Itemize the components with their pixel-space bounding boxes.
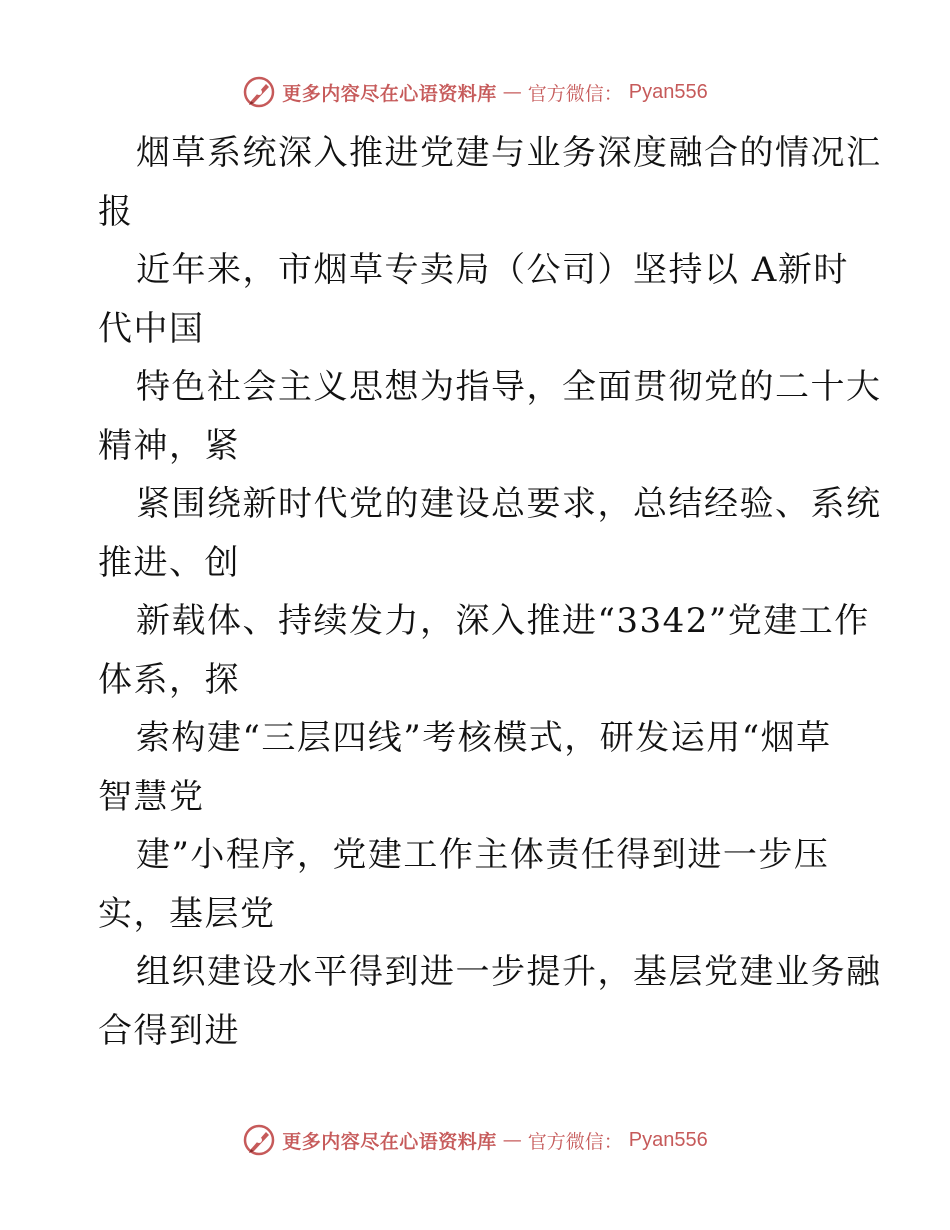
text-line: 合得到进 xyxy=(98,1010,240,1051)
pen-logo-icon xyxy=(242,75,276,109)
footer-watermark-banner xyxy=(0,1120,950,1160)
banner-wechat-id: Pyan556 xyxy=(628,80,708,103)
text-line: 报 xyxy=(98,191,134,232)
text-line: 推进、创 xyxy=(98,542,240,583)
text-line: 代中国 xyxy=(98,308,205,349)
text-line: 智慧党 xyxy=(98,776,205,817)
text-line: 实，基层党 xyxy=(98,893,276,934)
pen-logo-icon xyxy=(242,1123,276,1157)
text-line: 体系，探 xyxy=(98,659,240,700)
text-line: 新载体、持续发力，深入推进“3342”党建工作 xyxy=(136,601,870,641)
text-line: 特色社会主义思想为指导，全面贯彻党的二十大 xyxy=(136,367,882,407)
text-line: 近年来，市烟草专卖局（公司）坚持以 A新时 xyxy=(136,250,849,290)
banner-wechat-id: Pyan556 xyxy=(628,1128,708,1151)
banner-dash: — xyxy=(502,81,522,103)
banner-wechat-label: 官方微信： xyxy=(527,1130,623,1153)
header-watermark-banner xyxy=(0,72,950,112)
document-body xyxy=(98,124,882,1060)
banner-title: 更多内容尽在心语资料库 xyxy=(282,82,497,105)
text-line: 紧围绕新时代党的建设总要求，总结经验、系统 xyxy=(136,484,882,524)
banner-dash: — xyxy=(502,1129,522,1151)
text-line: 烟草系统深入推进党建与业务深度融合的情况汇 xyxy=(136,133,882,173)
text-line: 建”小程序，党建工作主体责任得到进一步压 xyxy=(136,835,830,875)
text-line: 精神，紧 xyxy=(98,425,240,466)
text-line: 索构建“三层四线”考核模式，研发运用“烟草 xyxy=(136,718,832,758)
text-line: 组织建设水平得到进一步提升，基层党建业务融 xyxy=(136,952,882,992)
banner-wechat-label: 官方微信： xyxy=(527,82,623,105)
banner-title: 更多内容尽在心语资料库 xyxy=(282,1130,497,1153)
